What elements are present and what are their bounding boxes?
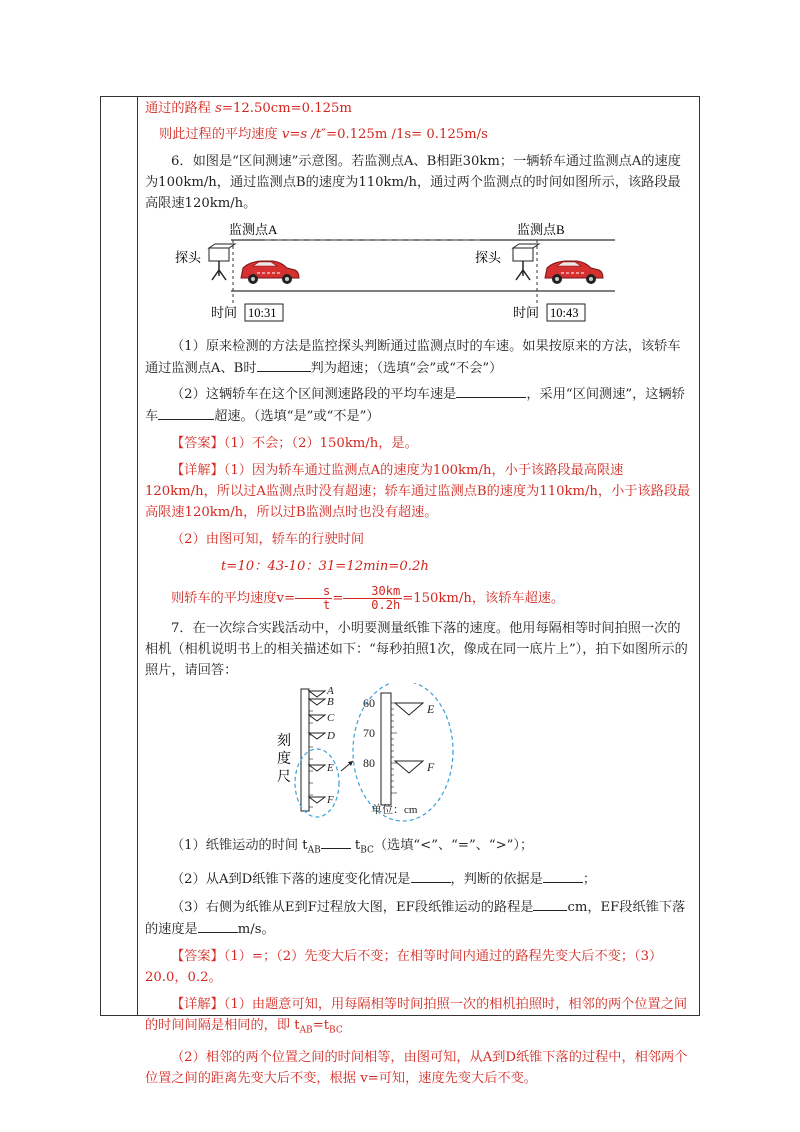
q7-sub2-text-c: ； bbox=[582, 871, 596, 887]
tick-60: 60 bbox=[363, 696, 375, 710]
zoom-cone-f-icon bbox=[395, 761, 423, 773]
car-icon-a bbox=[241, 261, 299, 284]
time-value-b: 10:43 bbox=[550, 306, 579, 320]
q6-detail bbox=[145, 460, 693, 523]
letter-b: B bbox=[327, 696, 334, 708]
probe-b-label: 探头 bbox=[475, 250, 502, 265]
q7-detail-tag: 【详解】 bbox=[171, 996, 224, 1012]
avg-speed-value: ″=0.125m /1s= 0.125m/s bbox=[321, 127, 488, 142]
frac1-den: t bbox=[323, 598, 331, 612]
q6-detail-text: （1）因为轿车通过监测点A的速度为100km/h，小于该路段最高限速120km/h，所以过A监测点时没有超速；轿车通过监测点B的速度为110km/h，小于该路段最高限速120km/h，所以过B监测点时也没有超速。 bbox=[145, 463, 691, 520]
path-var: s bbox=[215, 101, 222, 116]
unit-label: 单位：cm bbox=[371, 804, 418, 816]
q7-sub2-blank-2 bbox=[543, 868, 583, 883]
q7-answer-text: （1）=；（2）先变大后不变；在相等时间内通过的路程先变大后不变；（3）20.0，0.2。 bbox=[145, 948, 663, 985]
monitor-point-a-label: 监测点A bbox=[229, 222, 278, 237]
time-label-a: 时间 bbox=[211, 305, 238, 320]
cone-b-icon bbox=[309, 699, 325, 705]
q7-detail-sub-ab: AB bbox=[299, 1025, 313, 1036]
tick-80: 80 bbox=[363, 756, 375, 770]
content-cell bbox=[145, 96, 693, 1089]
letter-d: D bbox=[327, 730, 335, 742]
q6-stem: 6．如图是“区间测速”示意图。若监测点A、B相距30km；一辆轿车通过监测点A的速度为100km/h，通过监测点B的速度为110km/h，通过两个监测点的时间如图所示，该路段最高限速120km/h。 bbox=[145, 154, 681, 211]
probe-a-label: 探头 bbox=[175, 250, 202, 265]
letter-f: F bbox=[327, 794, 334, 806]
q7-answer-tag: 【答案】 bbox=[171, 948, 224, 964]
cone-e-icon bbox=[309, 765, 325, 771]
q6-sub2-text-a: （2）这辆轿车在这个区间测速路段的平均车速是 bbox=[171, 387, 457, 402]
letter-a: A bbox=[327, 685, 334, 697]
q6-detail-4-text-a: 则轿车的平均速度v= bbox=[171, 591, 295, 606]
q7-sub1-text-a: （1）纸锥运动的时间 t bbox=[171, 838, 308, 853]
q7-sub2 bbox=[145, 868, 693, 890]
q7-stem: 7．在一次综合实践活动中，小明要测量纸锥下落的速度。他用每隔相等时间拍照一次的相机（相机说明书上的相关描述如下：“每秒拍照1次，像成在同一底片上”），拍下如图所示的照片，请回答： bbox=[145, 621, 688, 678]
q7-sub2-text-b: ，判断的依据是 bbox=[450, 871, 543, 887]
q6-sub1-text-a: （1）原来检测的方法是监控探头判断通过监测点时的车速。如果按原来的方法，该轿车通过监测点A、B时 bbox=[145, 339, 681, 376]
q6-detail-tag: 【详解】 bbox=[171, 463, 224, 478]
q6-sub1-text-b: 判为超速；（选填“会”或“不会”） bbox=[310, 361, 503, 376]
q7-sub1-sub-ab: AB bbox=[307, 845, 321, 856]
q7-figure bbox=[145, 683, 693, 828]
q7-sub1-text-c: （选填“<”、“=”、“>”）； bbox=[373, 838, 534, 853]
q7-sub3 bbox=[145, 896, 693, 940]
ruler-label-char: 刻 bbox=[277, 734, 291, 749]
q6-sub1 bbox=[145, 336, 693, 379]
avg-speed-var: v=s /t bbox=[281, 127, 322, 142]
time-value-a: 10:31 bbox=[248, 306, 277, 320]
frac2-den: 0.2h bbox=[371, 598, 401, 612]
q7-detail-text: （1）由题意可知，用每隔相等时间拍照一次的相机拍照时，相邻的两个位置之间的时间间隔是相同的，即 t bbox=[145, 996, 688, 1033]
probe-camera-icon-a bbox=[209, 244, 235, 280]
monitor-point-b-label: 监测点B bbox=[517, 222, 565, 237]
q6-sub2-blank-1 bbox=[456, 383, 526, 398]
q6-sub2-text-b: ，采用“区间测速”，这辆轿车 bbox=[145, 387, 685, 424]
cone-a-icon bbox=[309, 691, 325, 697]
path-line bbox=[145, 98, 693, 119]
q7-detail-eq: =t bbox=[312, 1017, 330, 1033]
q7-sub3-text-c: m/s。 bbox=[237, 921, 275, 937]
q7-detail-sub-bc: BC bbox=[329, 1025, 343, 1036]
letter-c: C bbox=[327, 712, 335, 724]
q6-answer bbox=[145, 433, 693, 454]
q7-sub1-blank bbox=[321, 834, 351, 849]
cone-d-icon bbox=[309, 733, 325, 739]
q7-sub3-blank-2 bbox=[198, 918, 238, 933]
cone-c-icon bbox=[309, 715, 325, 721]
table-column-divider bbox=[137, 96, 138, 1016]
cone-f-icon bbox=[309, 797, 325, 803]
q7-detail-2: （2）相邻的两个位置之间的时间相等，由图可知，从A到D纸锥下落的过程中，相邻两个位置之间的距离先变大后不变，根据 v=可知，速度先变大后不变。 bbox=[145, 1050, 688, 1087]
arrow-icon bbox=[348, 761, 353, 766]
q7-sub3-text-b: cm，EF段纸锥下落的速度是 bbox=[145, 899, 686, 937]
ruler-label-char: 度 bbox=[277, 752, 291, 767]
avg-speed-label: 则此过程的平均速度 bbox=[159, 127, 282, 142]
q6-figure bbox=[145, 218, 693, 328]
fraction-s-over-t bbox=[295, 585, 332, 612]
q6-answer-tag: 【答案】 bbox=[171, 436, 224, 451]
q6-detail-2: （2）由图可知，轿车的行驶时间 bbox=[171, 532, 365, 547]
q7-sub1 bbox=[145, 834, 693, 862]
q6-sub1-blank bbox=[257, 357, 311, 372]
zoom-letter-f: F bbox=[427, 760, 435, 774]
time-label-b: 时间 bbox=[513, 305, 540, 320]
q6-sub2-blank-2 bbox=[158, 405, 214, 420]
path-value: =12.50cm=0.125m bbox=[221, 101, 352, 116]
frac1-num: s bbox=[295, 585, 332, 599]
avg-speed-line bbox=[145, 124, 693, 145]
q7-answer bbox=[145, 946, 693, 988]
q7-sub3-blank-1 bbox=[533, 896, 567, 911]
path-label: 通过的路程 bbox=[145, 101, 216, 116]
q7-sub3-text-a: （3）右侧为纸锥从E到F过程放大图，EF段纸锥运动的路程是 bbox=[171, 899, 534, 915]
ruler-label-char: 尺 bbox=[277, 770, 291, 785]
q7-sub2-text-a: （2）从A到D纸锥下落的速度变化情况是 bbox=[171, 871, 411, 887]
q6-sub2-text-c: 超速。（选填“是”或“不是”） bbox=[214, 409, 380, 424]
q7-sub1-text-b: t bbox=[350, 838, 361, 853]
fraction-30km-over-0.2h bbox=[343, 585, 402, 612]
car-icon-b bbox=[545, 261, 603, 284]
q6-detail-4: 则轿车的平均速度v= $\frac{s}{t}$ = $\frac{30km}{0.2h}$ =150km/h，该轿车超速。 bbox=[171, 584, 565, 612]
q7-sub1-sub-bc: BC bbox=[360, 845, 374, 856]
letter-e: E bbox=[327, 762, 334, 774]
q6-detail-4-text-b: =150km/h，该轿车超速。 bbox=[402, 591, 565, 606]
q6-answer-text: （1）不会；（2）150km/h，是。 bbox=[223, 436, 418, 451]
probe-camera-icon-b bbox=[513, 244, 539, 280]
q7-detail bbox=[145, 994, 693, 1042]
zoom-cone-e-icon bbox=[395, 703, 423, 715]
ruler-label bbox=[277, 733, 291, 785]
frac2-num: 30km bbox=[343, 585, 402, 599]
tick-70: 70 bbox=[363, 726, 375, 740]
q6-sub2 bbox=[145, 383, 693, 427]
q6-detail-3: t=10：43-10：31=12min=0.2h bbox=[221, 559, 429, 574]
zoom-letter-e: E bbox=[427, 702, 435, 716]
q7-sub2-blank-1 bbox=[411, 868, 451, 883]
